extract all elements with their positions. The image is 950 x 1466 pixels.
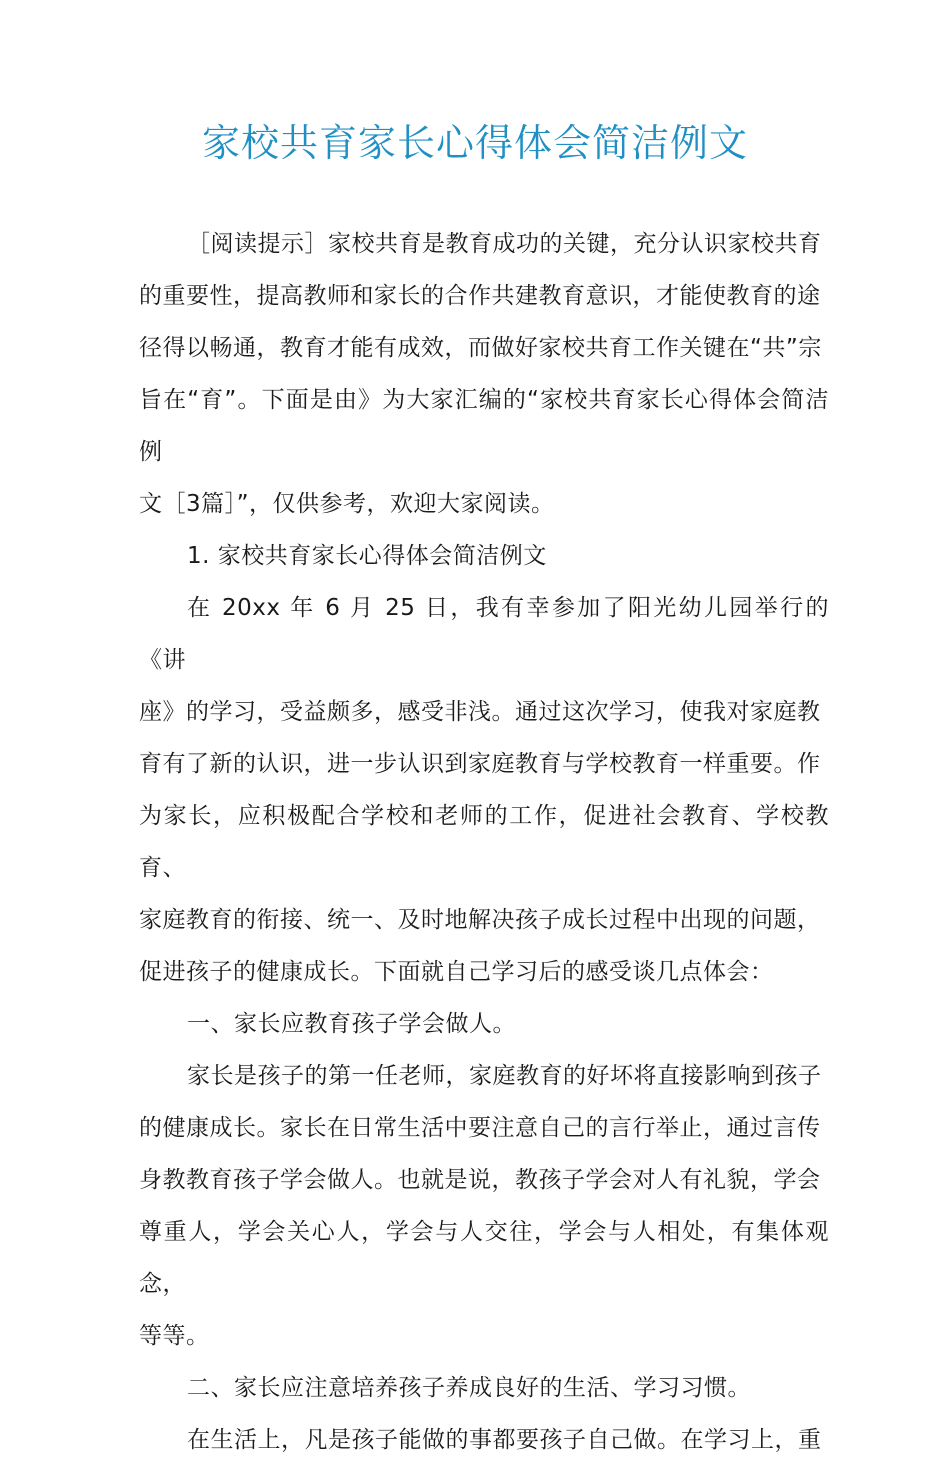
body-paragraph: 在生活上，凡是孩子能做的事都要孩子自己做。在学习上，重 [187, 1427, 822, 1453]
section-heading: 1. 家校共育家长心得体会简洁例文 [187, 543, 547, 569]
body-paragraph: 在 20xx 年 6 月 25 日，我有幸参加了阳光幼儿园举行的《讲 座》的学习，受益颇多，感受非浅。通过这次学习，使我对家庭教 育有了新的认识，进一步认识到家庭教育与学校教育一样重要。作 为家长，应积极配合学校和老师的工作，促进社会教育、学校教育、 家庭教育的衔接、统一、及时地解决孩子成长过程中出现的问题， 促进孩子的健康成长。下面就自己学习后的感受谈几点体会： [139, 595, 829, 985]
document-title: 家校共育家长心得体会简洁例文 [201, 121, 748, 165]
subheading-2: 二、家长应注意培养孩子养成良好的生活、学习习惯。 [187, 1375, 751, 1401]
body-paragraph: 家长是孩子的第一任老师，家庭教育的好坏将直接影响到孩子 的健康成长。家长在日常生活中要注意自己的言行举止，通过言传 身教教育孩子学会做人。也就是说，教孩子学会对人有礼貌，学会 尊重人，学会关心人，学会与人交往，学会与人相处，有集体观念， 等等。 [139, 1063, 829, 1349]
document-body [139, 218, 829, 1466]
reading-tip-paragraph: ［阅读提示］家校共育是教育成功的关键，充分认识家校共育 的重要性，提高教师和家长的合作共建教育意识，才能使教育的途 径得以畅通，教育才能有成效，而做好家校共育工作关键在“共”宗 旨在“育”。下面是由》为大家汇编的“家校共育家长心得体会简洁例 文［3篇］”，仅供参考，欢迎大家阅读。 [139, 231, 829, 517]
subheading-1: 一、家长应教育孩子学会做人。 [187, 1011, 516, 1037]
